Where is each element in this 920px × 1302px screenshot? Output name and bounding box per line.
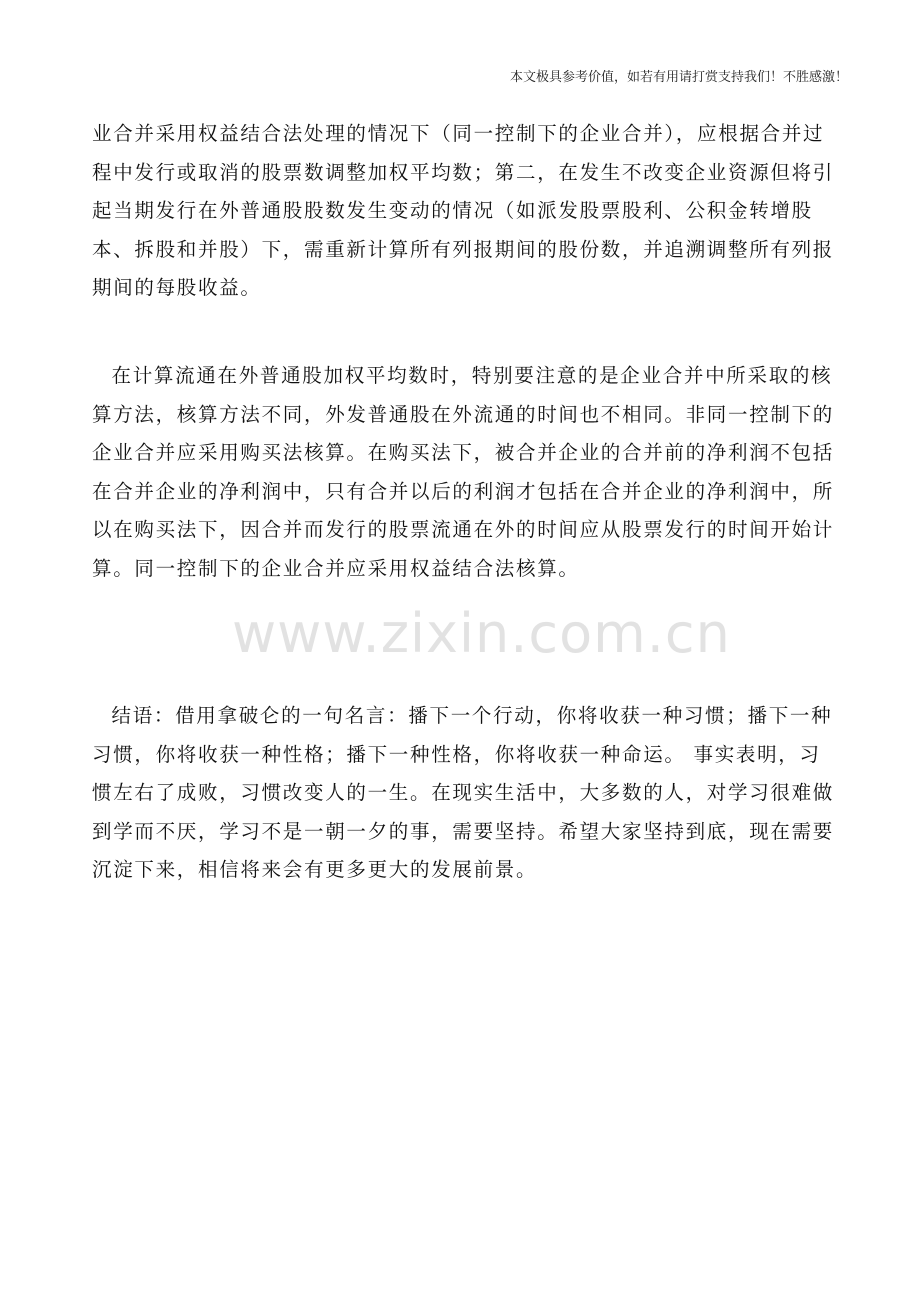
paragraph-2 [92, 357, 837, 588]
paragraph-text: 业合并采用权益结合法处理的情况下（同一控制下的企业合并），应根据合并过程中发行或取消的股票数调整加权平均数；第二，在发生不改变企业资源但将引起当期发行在外普通股股数发生变动的情况（如派发股票股利、公积金转增股本、拆股和并股）下，需重新计算所有列报期间的股份数，并追溯调整所有列报期间的每股收益。 [92, 122, 835, 299]
paragraph-1 [92, 115, 837, 308]
watermark: www.zixin.com.cn [232, 602, 731, 665]
paragraph-text: 在计算流通在外普通股加权平均数时，特别要注意的是企业合并中所采取的核算方法，核算方法不同，外发普通股在外流通的时间也不相同。非同一控制下的企业合并应采用购买法核算。在购买法下，被合并企业的合并前的净利润不包括在合并企业的净利润中，只有合并以后的利润才包括在合并企业的净利润中，所以在购买法下，因合并而发行的股票流通在外的时间应从股票发行的时间开始计算。同一控制下的企业合并应采用权益结合法核算。 [92, 364, 835, 580]
paragraph-3 [92, 697, 837, 890]
header-note: 本文极具参考价值，如若有用请打赏支持我们！不胜感激！ [509, 70, 848, 85]
paragraph-text: 结语：借用拿破仑的一句名言：播下一个行动，你将收获一种习惯；播下一种习惯，你将收获一种性格；播下一种性格，你将收获一种命运。 事实表明，习惯左右了成败，习惯改变人的一生。在现实生活中，大多数的人，对学习很难做到学而不厌，学习不是一朝一夕的事，需要坚持。希望大家坚持到底，现在需要沉淀下来，相信将来会有更多更大的发展前景。 [92, 704, 835, 881]
